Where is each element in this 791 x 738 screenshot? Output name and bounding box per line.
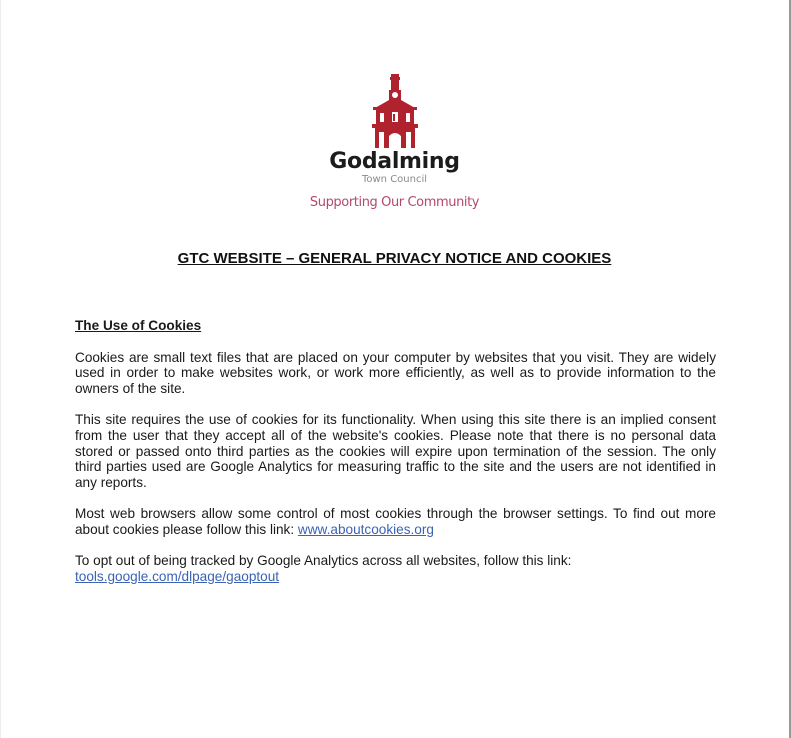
- document-body: [75, 318, 716, 600]
- brand-subtitle: Town Council: [361, 174, 428, 185]
- section-heading: The Use of Cookies: [75, 318, 202, 333]
- paragraph-opt-out: [75, 553, 716, 584]
- aboutcookies-link[interactable]: www.aboutcookies.org: [297, 522, 434, 538]
- brand-tagline: Supporting Our Community: [309, 195, 480, 210]
- paragraph-cookies-definition: [75, 350, 716, 397]
- paragraph-text: Most web browsers allow some control of most cookies through the browser settings. To find out more about cookies please follow this link:: [75, 506, 716, 538]
- document-title: GTC WEBSITE – GENERAL PRIVACY NOTICE AND COOKIES: [177, 250, 612, 267]
- council-logo: [0, 74, 789, 148]
- brand-name: Godalming: [329, 149, 460, 174]
- paragraph-text: To opt out of being tracked by Google Analytics across all websites, follow this link:: [75, 553, 572, 569]
- ga-optout-link[interactable]: tools.google.com/dlpage/gaoptout: [75, 568, 280, 584]
- paragraph-text: This site requires the use of cookies for its functionality. When using this site there is an implied consent from the user that they accept all of the website's cookies. Please note that there is no personal data stored or passed onto third parties as the cookies will expire upon termination of the session. The only third parties used are Google Analytics for measuring traffic to the site and the users are not identified in any reports.: [75, 412, 716, 491]
- paragraph-text: Cookies are small text files that are placed on your computer by websites that you visit. They are widely used in order to make websites work, or work more efficiently, as well as to provide information to the owners of the site.: [75, 349, 716, 397]
- paragraph-site-requirements: [75, 412, 716, 491]
- paragraph-browser-control: [75, 506, 716, 537]
- clock-tower-icon: [369, 74, 421, 148]
